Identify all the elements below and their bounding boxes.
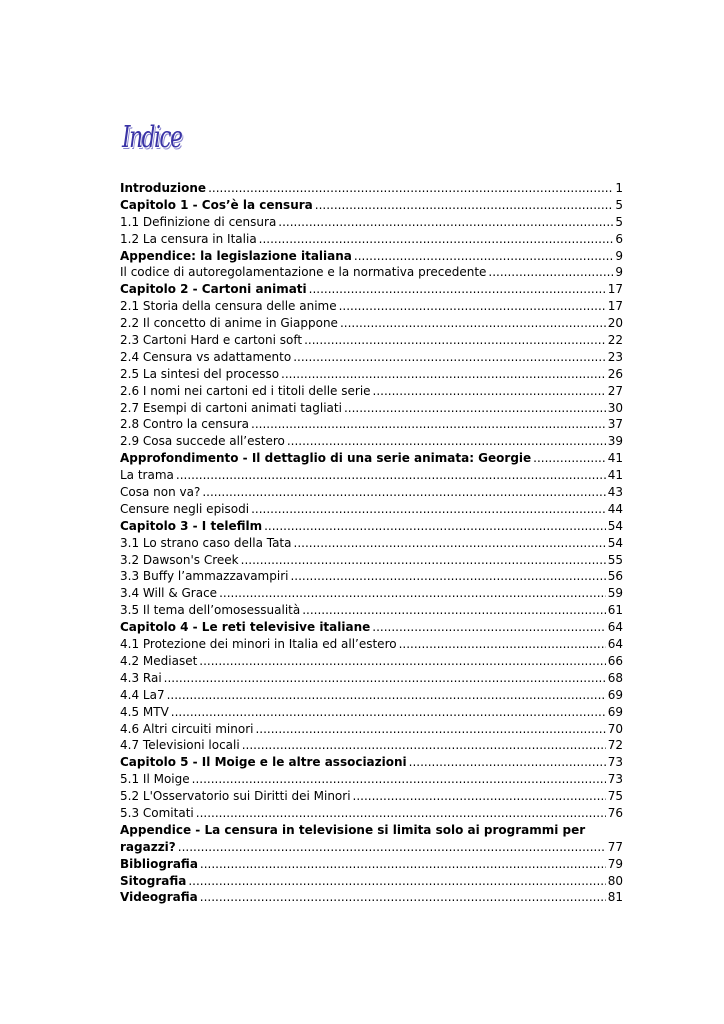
toc-entry-page-number: 59 (607, 586, 623, 601)
toc-entry-label: 4.3 Rai (120, 670, 162, 685)
dot-leader (302, 602, 606, 619)
dot-leader (304, 332, 606, 349)
toc-entry[interactable] (120, 501, 623, 518)
dot-leader (340, 315, 606, 332)
dot-leader (167, 687, 606, 704)
toc-entry[interactable] (120, 315, 623, 332)
toc-entry-page-number: 64 (607, 637, 623, 652)
toc-entry[interactable] (120, 349, 623, 366)
toc-entry[interactable] (120, 366, 623, 383)
toc-entry[interactable] (120, 619, 623, 636)
toc-entry-label: 3.5 Il tema dell’omosessualità (120, 603, 301, 618)
toc-entry-label: 2.8 Contro la censura (120, 417, 249, 432)
toc-entry-page-number: 55 (607, 552, 623, 567)
dot-leader (242, 737, 606, 754)
dot-leader (294, 535, 606, 552)
toc-entry-page-number: 43 (607, 485, 623, 500)
toc-entry-page-number: 54 (607, 535, 623, 550)
toc-entry[interactable] (120, 568, 623, 585)
dot-leader (409, 754, 606, 771)
toc-entry-label: Capitolo 4 - Le reti televisive italiane (120, 620, 371, 635)
dot-leader (200, 889, 606, 906)
toc-entry-page-number: 70 (607, 721, 623, 736)
toc-entry-page-number: 66 (607, 653, 623, 668)
toc-entry-label: Capitolo 3 - I telefilm (120, 518, 263, 533)
toc-entry-page-number: 1 (615, 181, 623, 195)
toc-entry-page-number: 20 (607, 316, 623, 331)
toc-entry[interactable] (120, 687, 623, 704)
toc-entry-label: 2.6 I nomi nei cartoni ed i titoli delle serie (120, 383, 371, 398)
toc-entry-page-number: 73 (607, 755, 623, 770)
toc-entry-page-number: 6 (615, 231, 623, 246)
toc-entry-page-number: 9 (615, 248, 623, 263)
toc-entry-label: 4.1 Protezione dei minori in Italia ed all’estero (120, 637, 397, 652)
toc-entry-page-number: 27 (607, 383, 623, 398)
toc-entry-label: Capitolo 5 - Il Moige e le altre associazioni (120, 755, 407, 770)
dot-leader (188, 873, 605, 890)
toc-entry[interactable] (120, 636, 623, 653)
toc-entry[interactable] (120, 552, 623, 569)
toc-entry-page-number: 54 (607, 518, 623, 533)
toc-entry[interactable] (120, 281, 623, 298)
toc-entry-page-number: 64 (607, 620, 623, 635)
dot-leader (176, 467, 606, 484)
toc-entry-label: 1.2 La censura in Italia (120, 231, 257, 246)
dot-leader (315, 197, 614, 214)
toc-entry-label: Sitografia (120, 873, 187, 888)
dot-leader (259, 231, 614, 248)
toc-entry-label: 3.3 Buffy l’ammazzavampiri (120, 569, 289, 584)
dot-leader (344, 400, 606, 417)
toc-entry-page-number: 5 (615, 214, 623, 229)
toc-entry[interactable] (120, 704, 623, 721)
toc-entry-label: 5.2 L'Osservatorio sui Diritti dei Minori (120, 789, 351, 804)
dot-leader (290, 568, 605, 585)
toc-entry[interactable] (120, 805, 623, 822)
dot-leader (241, 552, 606, 569)
toc-entry-label: 4.6 Altri circuiti minori (120, 721, 254, 736)
toc-entry-page-number: 69 (607, 687, 623, 702)
toc-entry-label: 3.1 Lo strano caso della Tata (120, 535, 292, 550)
toc-entry-label: 3.4 Will & Grace (120, 586, 218, 601)
toc-entry-page-number: 77 (607, 839, 623, 854)
toc-entry-label: Cosa non va? (120, 485, 201, 500)
toc-entry[interactable] (120, 467, 623, 484)
dot-leader (251, 416, 606, 433)
toc-entry-label: 2.5 La sintesi del processo (120, 366, 280, 381)
toc-entry-page-number: 17 (607, 282, 623, 297)
dot-leader (199, 653, 605, 670)
toc-entry-page-number: 22 (607, 333, 623, 348)
dot-leader (251, 501, 606, 518)
toc-entry-page-number: 68 (607, 670, 623, 685)
toc-entry-label: Videografia (120, 890, 198, 905)
toc-entry-page-number: 56 (607, 569, 623, 584)
dot-leader (281, 366, 606, 383)
toc-entry-label: Approfondimento - Il dettaglio di una serie animata: Georgie (120, 451, 532, 466)
dot-leader (353, 788, 606, 805)
toc-entry[interactable] (120, 822, 623, 856)
toc-entry[interactable] (120, 248, 623, 265)
toc-entry[interactable] (120, 416, 623, 433)
dot-leader (309, 281, 606, 298)
index-title: Indice (122, 120, 182, 155)
toc-entry-label: 2.9 Cosa succede all’estero (120, 434, 285, 449)
toc-entry-label: Appendice: la legislazione italiana (120, 248, 352, 263)
toc-entry-label: 5.1 Il Moige (120, 772, 190, 787)
dot-leader (171, 704, 606, 721)
dot-leader (178, 839, 606, 856)
toc-entry-page-number: 9 (615, 265, 623, 280)
toc-entry-page-number: 41 (607, 468, 623, 483)
toc-entry[interactable] (120, 856, 623, 873)
toc-entry-label: 2.4 Censura vs adattamento (120, 349, 292, 364)
toc-entry[interactable] (120, 670, 623, 687)
dot-leader (255, 721, 605, 738)
toc-entry-label: 4.2 Mediaset (120, 653, 198, 668)
dot-leader (373, 383, 606, 400)
dot-leader (196, 805, 606, 822)
dot-leader (372, 619, 605, 636)
toc-entry[interactable] (120, 433, 623, 450)
toc-entry-label: La trama (120, 468, 174, 483)
toc-entry-label: Bibliografia (120, 856, 198, 871)
toc-entry[interactable] (120, 214, 623, 231)
toc-entry-page-number: 75 (607, 789, 623, 804)
dot-leader (208, 180, 613, 197)
toc-entry-label: 1.1 Definizione di censura (120, 214, 277, 229)
toc-entry[interactable] (120, 737, 623, 754)
toc-entry-label: Capitolo 2 - Cartoni animati (120, 282, 307, 297)
dot-leader (202, 484, 605, 501)
toc-entry[interactable] (120, 771, 623, 788)
toc-entry[interactable] (120, 180, 623, 197)
toc-entry-page-number: 23 (607, 349, 623, 364)
toc-entry-label: 4.4 La7 (120, 687, 165, 702)
dot-leader (488, 264, 613, 281)
toc-entry-page-number: 81 (607, 890, 623, 905)
toc-entry-page-number: 76 (607, 805, 623, 820)
toc-entry-page-number: 79 (607, 856, 623, 871)
toc-entry-label: 2.3 Cartoni Hard e cartoni soft (120, 333, 303, 348)
toc-entry-label: Introduzione (120, 181, 207, 195)
toc-entry[interactable] (120, 332, 623, 349)
toc-entry-label: 2.7 Esempi di cartoni animati tagliati (120, 400, 342, 415)
toc-entry-label: Appendice - La censura in televisione si limita solo ai programmi per (120, 822, 586, 837)
table-of-contents (120, 180, 623, 906)
toc-entry-page-number: 39 (607, 434, 623, 449)
dot-leader (339, 298, 606, 315)
toc-entry[interactable] (120, 264, 623, 281)
toc-entry-page-number: 41 (607, 451, 623, 466)
toc-entry[interactable] (120, 231, 623, 248)
toc-entry-label: Il codice di autoregolamentazione e la normativa precedente (120, 265, 487, 280)
toc-entry-page-number: 26 (607, 366, 623, 381)
toc-entry[interactable] (120, 754, 623, 771)
toc-entry-label: 3.2 Dawson's Creek (120, 552, 239, 567)
toc-entry-page-number: 73 (607, 772, 623, 787)
dot-leader (533, 450, 606, 467)
toc-entry-label: 2.1 Storia della censura delle anime (120, 299, 337, 314)
toc-entry-page-number: 5 (615, 197, 623, 212)
dot-leader (278, 214, 613, 231)
dot-leader (354, 248, 613, 265)
toc-entry[interactable] (120, 383, 623, 400)
toc-entry[interactable] (120, 889, 623, 906)
toc-entry[interactable] (120, 298, 623, 315)
toc-entry-page-number: 80 (607, 873, 623, 888)
toc-entry-page-number: 30 (607, 400, 623, 415)
toc-entry[interactable] (120, 484, 623, 501)
toc-entry[interactable] (120, 721, 623, 738)
toc-entry[interactable] (120, 602, 623, 619)
toc-entry-page-number: 44 (607, 501, 623, 516)
toc-entry[interactable] (120, 518, 623, 535)
toc-entry[interactable] (120, 450, 623, 467)
toc-entry-label: Capitolo 1 - Cos’è la censura (120, 197, 313, 212)
toc-entry[interactable] (120, 400, 623, 417)
toc-entry-label: 5.3 Comitati (120, 805, 194, 820)
toc-entry-label: 2.2 Il concetto di anime in Giappone (120, 316, 338, 331)
toc-entry-page-number: 61 (607, 603, 623, 618)
dot-leader (164, 670, 606, 687)
toc-entry-page-number: 72 (607, 738, 623, 753)
toc-entry[interactable] (120, 535, 623, 552)
toc-entry-label-continued: ragazzi? (120, 839, 176, 854)
toc-entry[interactable] (120, 873, 623, 890)
toc-entry[interactable] (120, 653, 623, 670)
toc-entry-label: Censure negli episodi (120, 501, 250, 516)
toc-entry-label: 4.5 MTV (120, 704, 169, 719)
dot-leader (399, 636, 606, 653)
toc-entry[interactable] (120, 585, 623, 602)
dot-leader (192, 771, 606, 788)
toc-entry[interactable] (120, 197, 623, 214)
dot-leader (200, 856, 606, 873)
toc-entry-label: 4.7 Televisioni locali (120, 738, 240, 753)
toc-entry-page-number: 69 (607, 704, 623, 719)
dot-leader (219, 585, 606, 602)
dot-leader (287, 433, 606, 450)
toc-entry-page-number: 37 (607, 417, 623, 432)
toc-entry-page-number: 17 (607, 299, 623, 314)
dot-leader (264, 518, 606, 535)
toc-entry[interactable] (120, 788, 623, 805)
dot-leader (293, 349, 606, 366)
